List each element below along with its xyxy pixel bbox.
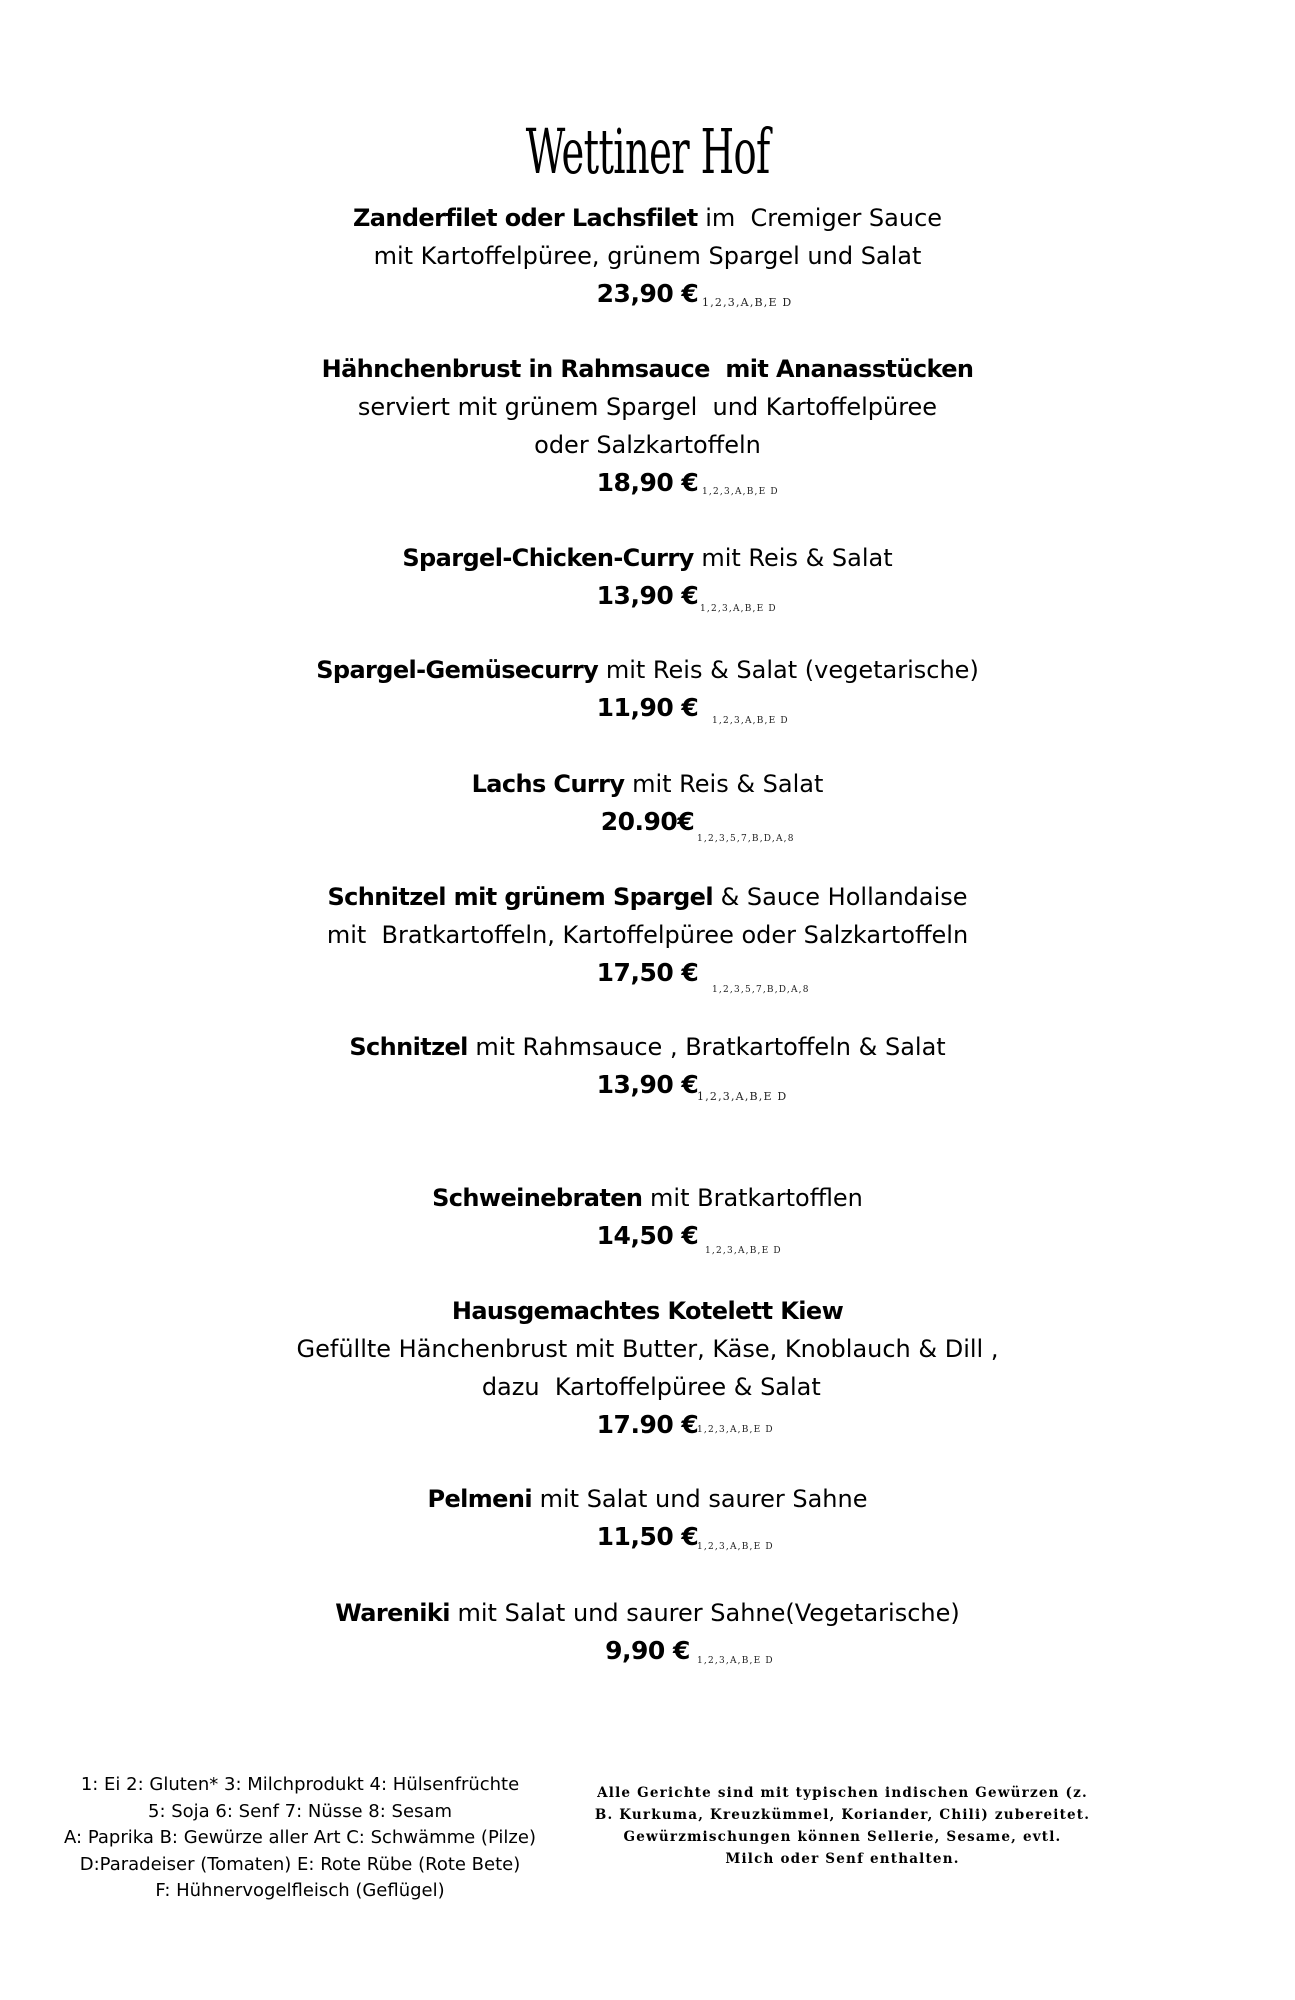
allergen-legend: [40, 1772, 560, 1905]
item-price: 17.90 €: [596, 1410, 699, 1439]
menu-item: [0, 878, 1295, 995]
restaurant-title: [0, 112, 1295, 192]
price-row: [0, 1406, 1295, 1444]
menu-item: [0, 1480, 1295, 1556]
item-name: Schnitzel mit grünem Spargel: [327, 883, 713, 911]
item-name: Schweinebraten: [432, 1184, 643, 1212]
allergen-codes: 1,2,3,A,B,E D: [702, 296, 793, 309]
allergen-codes: 1,2,3,A,B,E D: [705, 1246, 782, 1256]
item-name: Spargel-Gemüsecurry: [316, 656, 599, 684]
item-title-rest: im Cremiger Sauce: [697, 204, 943, 232]
menu-item: [0, 199, 1295, 313]
item-title-line: [0, 651, 1295, 689]
price-row: [0, 464, 1295, 502]
allergen-codes: 1,2,3,A,B,E D: [697, 1656, 774, 1666]
item-title-rest: mit Reis & Salat (vegetarische): [598, 656, 979, 684]
allergen-codes: 1,2,3,A,B,E D: [697, 1090, 788, 1103]
item-title-rest: & Sauce Hollandaise: [712, 883, 968, 911]
price-row: [0, 1518, 1295, 1556]
item-title-rest: mit Salat und saurer Sahne(Vegetarische): [449, 1599, 960, 1627]
item-name: Hausgemachtes Kotelett Kiew: [451, 1297, 844, 1325]
price-row: [0, 577, 1295, 615]
item-title-rest: mit Reis & Salat: [624, 770, 824, 798]
allergen-codes: 1,2,3,A,B,E D: [700, 604, 777, 614]
item-title-line: [0, 1028, 1295, 1066]
item-description: Gefüllte Hänchenbrust mit Butter, Käse, Knoblauch & Dill ,: [296, 1335, 999, 1363]
spice-note-line: Alle Gerichte sind mit typischen indischen Gewürzen (z.: [597, 1785, 1088, 1801]
menu-item: [0, 1594, 1295, 1670]
item-description: mit Bratkartoffeln, Kartoffelpüree oder Salzkartoffeln: [326, 921, 969, 949]
spice-note: [585, 1782, 1100, 1870]
item-title-line: [0, 1179, 1295, 1217]
item-title-line: [0, 539, 1295, 577]
menu-item: [0, 350, 1295, 502]
item-description: dazu Kartoffelpüree & Salat: [474, 1373, 821, 1401]
item-price: 23,90 €: [596, 279, 699, 308]
item-description: mit Kartoffelpüree, grünem Spargel und Salat: [373, 242, 922, 270]
item-price: 20.90€: [600, 807, 695, 836]
item-description: oder Salzkartoffeln: [534, 431, 761, 459]
item-name: Hähnchenbrust in Rahmsauce mit Ananasstücken: [321, 355, 974, 383]
price-row: [0, 689, 1295, 727]
item-title-line: [0, 878, 1295, 916]
menu-item: [0, 651, 1295, 727]
price-row: [0, 1066, 1295, 1104]
spice-note-line: B. Kurkuma, Kreuzkümmel, Koriander, Chili) zubereitet.: [594, 1807, 1091, 1823]
restaurant-title-text: Wettiner Hof: [525, 115, 770, 188]
item-description: serviert mit grünem Spargel und Kartoffelpüree: [357, 393, 938, 421]
item-title-line: [0, 765, 1295, 803]
legend-line: 5: Soja 6: Senf 7: Nüsse 8: Sesam: [148, 1800, 452, 1822]
price-row: [0, 954, 1295, 995]
item-name: Schnitzel: [349, 1033, 468, 1061]
allergen-codes: 1,2,3,A,B,E D: [712, 716, 789, 726]
price-row: [0, 1632, 1295, 1670]
item-price: 11,50 €: [596, 1522, 699, 1551]
item-title-line: [0, 1594, 1295, 1632]
item-name: Spargel-Chicken-Curry: [402, 544, 694, 572]
price-row: [0, 1217, 1295, 1255]
item-title-rest: mit Rahmsauce , Bratkartoffeln & Salat: [467, 1033, 946, 1061]
allergen-codes: 1,2,3,5,7,B,D,A,8: [712, 985, 810, 995]
item-title-line: [0, 1292, 1295, 1330]
item-title-line: [0, 1480, 1295, 1518]
allergen-codes: 1,2,3,A,B,E D: [697, 1542, 774, 1552]
menu-item: [0, 539, 1295, 615]
item-price: 13,90 €: [596, 1070, 699, 1099]
menu-item: [0, 1179, 1295, 1255]
item-name: Wareniki: [335, 1599, 450, 1627]
item-title-rest: mit Salat und saurer Sahne: [531, 1485, 868, 1513]
legend-line: F: Hühnervogelfleisch (Geflügel): [155, 1880, 445, 1901]
item-title-line: [0, 350, 1295, 388]
legend-line: D:Paradeiser (Tomaten) E: Rote Rübe (Rote Bete): [79, 1853, 521, 1875]
price-row: [0, 803, 1295, 844]
legend-line: A: Paprika B: Gewürze aller Art C: Schwämme (Pilze): [64, 1827, 536, 1848]
item-price: 11,90 €: [596, 693, 699, 722]
allergen-codes: 1,2,3,A,B,E D: [697, 1425, 774, 1435]
item-title-rest: mit Reis & Salat: [693, 544, 893, 572]
item-price: 18,90 €: [596, 468, 699, 497]
item-name: Lachs Curry: [471, 770, 625, 798]
item-title-rest: mit Bratkartofflen: [642, 1184, 863, 1212]
spice-note-line: Gewürzmischungen können Sellerie, Sesame, evtl.: [623, 1829, 1062, 1845]
item-name: Pelmeni: [427, 1485, 532, 1513]
item-name: Zanderfilet oder Lachsfilet: [352, 204, 698, 232]
item-price: 9,90 €: [605, 1636, 690, 1665]
legend-line: 1: Ei 2: Gluten* 3: Milchprodukt 4: Hülsenfrüchte: [80, 1774, 520, 1795]
price-row: [0, 275, 1295, 313]
menu-item: [0, 1028, 1295, 1104]
menu-item: [0, 1292, 1295, 1444]
menu-item: [0, 765, 1295, 844]
item-price: 14,50 €: [596, 1221, 699, 1250]
spice-note-line: Milch oder Senf enthalten.: [725, 1851, 960, 1867]
allergen-codes: 1,2,3,5,7,B,D,A,8: [697, 834, 795, 844]
item-price: 17,50 €: [596, 958, 699, 987]
item-title-line: [0, 199, 1295, 237]
item-price: 13,90 €: [596, 581, 699, 610]
allergen-codes: 1,2,3,A,B,E D: [702, 487, 779, 497]
